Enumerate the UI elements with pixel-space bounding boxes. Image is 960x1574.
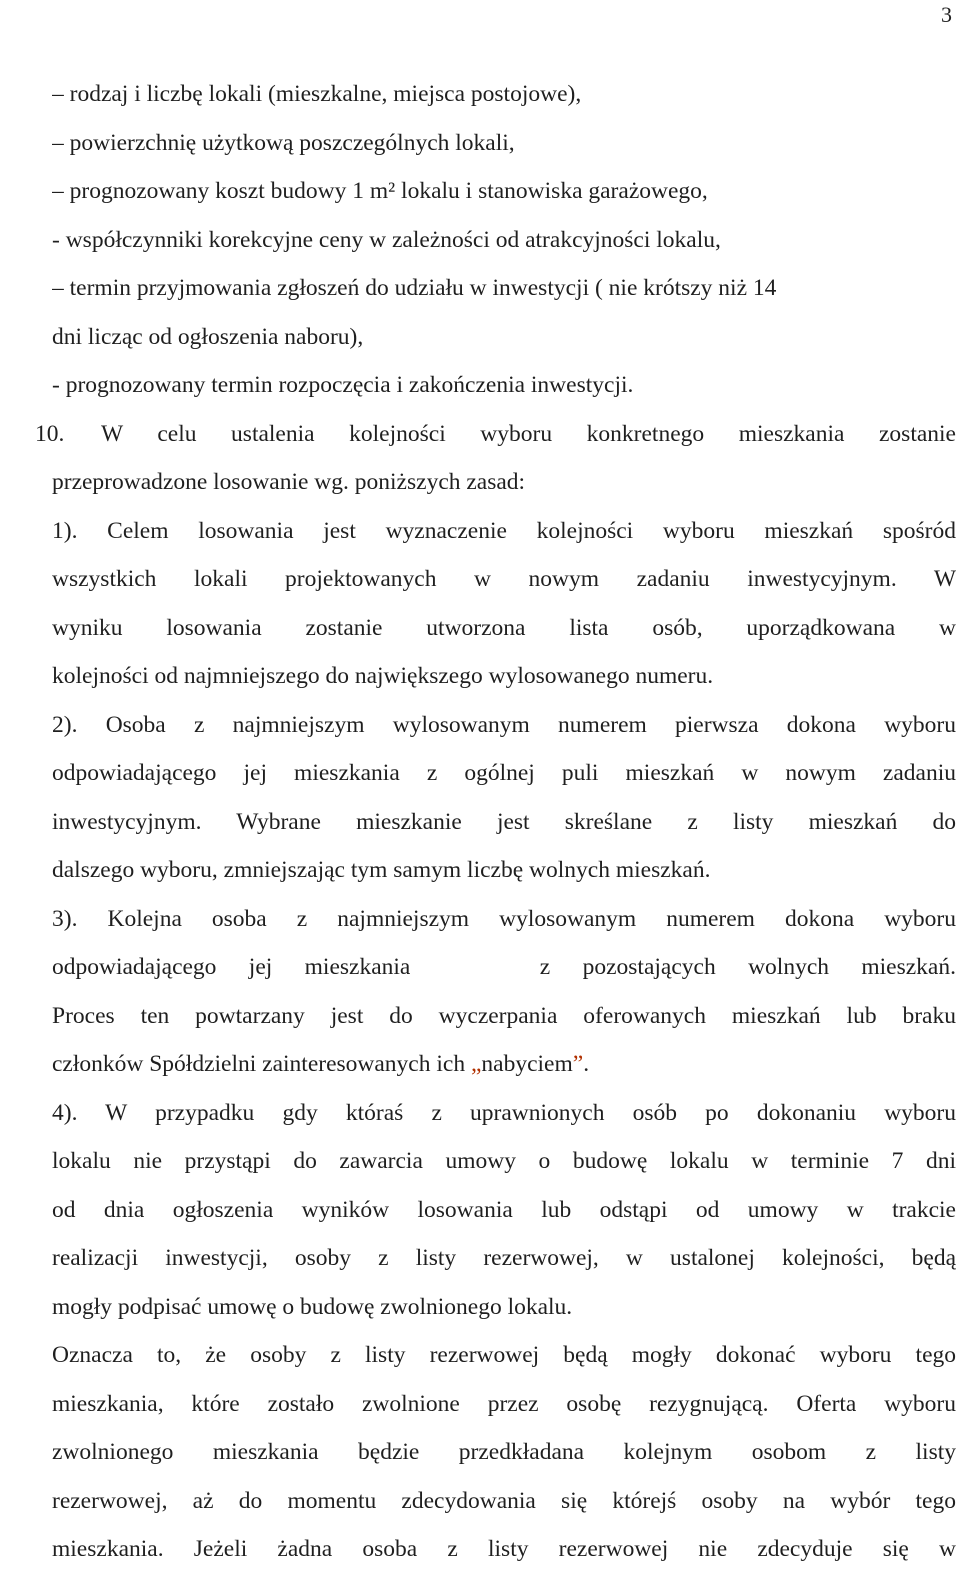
rule-line: realizacji inwestycji, osoby z listy rezerwowej, w ustalonej kolejności, będą (52, 1245, 956, 1271)
rule-line: inwestycyjnym. Wybrane mieszkanie jest skreślane z listy mieszkań do (52, 808, 956, 835)
rule-line (52, 1040, 956, 1089)
section-number: 10. (35, 420, 65, 447)
rule-2 (52, 701, 956, 895)
rule-line: odpowiadającego jej mieszkania z ogólnej puli mieszkań w nowym zadaniu (52, 760, 956, 786)
rule-3 (52, 895, 956, 1089)
rule-line: kolejności od najmniejszego do największego wylosowanego numeru. (52, 663, 714, 689)
section-10-heading-line (35, 410, 956, 459)
paragraph-line: mieszkania, które zostało zwolnione przez osobę rezygnującą. Oferta wyboru (52, 1390, 956, 1417)
paragraph-line: zwolnionego mieszkania będzie przedkładana kolejnym osobom z listy (52, 1439, 956, 1465)
rule-line: odpowiadającego jej mieszkania z pozostających wolnych mieszkań. (52, 954, 956, 980)
closing-quote: ” (572, 1051, 584, 1077)
list-item: – termin przyjmowania zgłoszeń do udziału w inwestycji ( nie krótszy niż 14 (52, 275, 777, 301)
paragraph-line: mieszkania. Jeżeli żadna osoba z listy rezerwowej nie zdecyduje się w (52, 1536, 956, 1562)
rule-line: 3). Kolejna osoba z najmniejszym wylosowanym numerem dokona wyboru (52, 905, 956, 932)
list-item: - współczynniki korekcyjne ceny w zależności od atrakcyjności lokalu, (52, 226, 721, 253)
list-item-continuation: dni licząc od ogłoszenia naboru), (52, 323, 364, 350)
sentence-end: . (583, 1051, 590, 1077)
final-paragraph (52, 1331, 956, 1574)
rule-1 (52, 507, 956, 701)
section-10-text-continuation: przeprowadzone losowanie wg. poniższych zasad: (52, 469, 526, 495)
rule-3-last-text: członków Spółdzielni zainteresowanych ich (52, 1051, 471, 1077)
paragraph-line: rezerwowej, aż do momentu zdecydowania się którejś osoby na wybór tego (52, 1487, 956, 1514)
rule-4 (52, 1089, 956, 1332)
rule-line: od dnia ogłoszenia wyników losowania lub odstąpi od umowy w trakcie (52, 1196, 956, 1223)
rule-line: wszystkich lokali projektowanych w nowym zadaniu inwestycyjnym. W (52, 566, 956, 592)
rule-line: 1). Celem losowania jest wyznaczenie kolejności wyboru mieszkań spośród (52, 517, 956, 544)
section-10-text: W celu ustalenia kolejności wyboru konkretnego mieszkania zostanie (101, 420, 956, 447)
section-10 (35, 410, 956, 507)
list-item: – prognozowany koszt budowy 1 m² lokalu i stanowiska garażowego, (52, 178, 708, 204)
paragraph-line: Oznacza to, że osoby z listy rezerwowej będą mogły dokonać wyboru tego (52, 1342, 956, 1368)
rule-line: Proces ten powtarzany jest do wyczerpania oferowanych mieszkań lub braku (52, 1002, 956, 1029)
investment-details-list (52, 70, 956, 410)
page-number: 3 (941, 2, 952, 27)
rule-line: wyniku losowania zostanie utworzona lista osób, uporządkowana w (52, 614, 956, 641)
list-item: – rodzaj i liczbę lokali (mieszkalne, miejsca postojowe), (52, 81, 582, 107)
rule-line: mogły podpisać umowę o budowę zwolnionego lokalu. (52, 1293, 573, 1320)
rule-line: lokalu nie przystąpi do zawarcia umowy o budowę lokalu w terminie 7 dni (52, 1148, 956, 1174)
rule-line: 2). Osoba z najmniejszym wylosowanym numerem pierwsza dokona wyboru (52, 711, 956, 738)
quoted-word: nabyciem (481, 1051, 573, 1077)
document-body (35, 70, 956, 1574)
rule-line: 4). W przypadku gdy któraś z uprawnionych osób po dokonaniu wyboru (52, 1099, 956, 1126)
list-item: - prognozowany termin rozpoczęcia i zakończenia inwestycji. (52, 372, 634, 398)
opening-quote: „ (470, 1051, 482, 1077)
rule-line: dalszego wyboru, zmniejszając tym samym liczbę wolnych mieszkań. (52, 857, 711, 883)
list-item: – powierzchnię użytkową poszczególnych lokali, (52, 129, 515, 156)
